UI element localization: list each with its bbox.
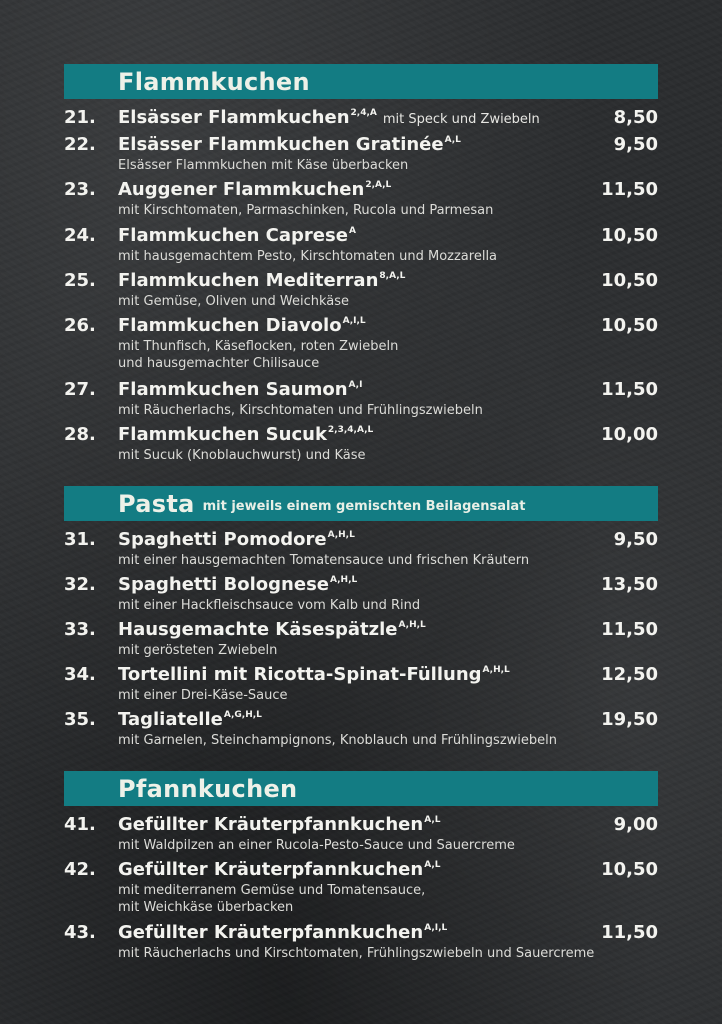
allergen-codes: A [348, 226, 356, 236]
allergen-codes: A,L [444, 135, 461, 145]
allergen-codes: A,I [348, 380, 363, 390]
allergen-codes: A,H,L [330, 575, 358, 585]
allergen-codes: A,L [424, 860, 441, 870]
section-header-pasta [64, 486, 658, 521]
item-inline-description: mit Speck und Zwiebeln [382, 112, 540, 127]
allergen-codes: A,L [424, 815, 441, 825]
item-name: Elsässer Flammkuchen$^{2,4,A}$ mit Speck und Zwiebeln [118, 107, 540, 128]
allergen-codes: 2,3,4,A,L [327, 425, 374, 435]
allergen-codes: 2,A,L [365, 180, 392, 190]
section-title: Flammkuchen [118, 67, 310, 96]
allergen-codes: A,H,L [327, 530, 355, 540]
item-name: Flammkuchen Mediterran$^{8,A,L}$ [118, 270, 406, 291]
item-description: Elsässer Flammkuchen mit Käse überbacken [118, 158, 409, 173]
section-title: Pasta [118, 489, 195, 518]
item-name: Flammkuchen Caprese$^A$ [118, 225, 356, 246]
section-title: Pfannkuchen [118, 774, 298, 803]
item-description: mit Räucherlachs, Kirschtomaten und Frühlingszwiebeln [118, 403, 483, 418]
allergen-codes: 2,4,A [350, 108, 377, 118]
section-subtitle: mit jeweils einem gemischten Beilagensalat [202, 498, 526, 514]
item-name: Flammkuchen Saumon$^{A,I}$ [118, 379, 363, 400]
item-price: 8,50 [613, 107, 658, 128]
item-price: 11,50 [601, 922, 658, 943]
allergen-codes: A,H,L [482, 665, 510, 675]
item-name: Tortellini mit Ricotta-Spinat-Füllung$^{A,H,L}$ [118, 664, 510, 685]
item-price: 10,50 [601, 315, 658, 336]
item-name: Gefüllter Kräuterpfannkuchen$^{A,L}$ [118, 814, 441, 835]
allergen-codes: A,G,H,L [223, 710, 262, 720]
allergen-codes: A,H,L [398, 620, 426, 630]
item-number: 33. [64, 619, 96, 640]
item-description: mit einer hausgemachten Tomatensauce und frischen Kräutern [118, 553, 530, 568]
item-description: mit mediterranem Gemüse und Tomatensauce, mit Weichkäse überbacken [118, 883, 426, 915]
item-number: 34. [64, 664, 96, 685]
item-price: 13,50 [601, 574, 658, 595]
item-price: 10,00 [601, 424, 658, 445]
allergen-codes: 8,A,L [379, 271, 406, 281]
item-price: 10,50 [601, 225, 658, 246]
item-description: mit Kirschtomaten, Parmaschinken, Rucola und Parmesan [118, 203, 494, 218]
item-price: 10,50 [601, 859, 658, 880]
item-number: 22. [64, 134, 96, 155]
item-number: 43. [64, 922, 96, 943]
item-description: mit einer Hackfleischsauce vom Kalb und Rind [118, 598, 421, 613]
item-number: 32. [64, 574, 96, 595]
item-number: 25. [64, 270, 96, 291]
item-name: Tagliatelle$^{A,G,H,L}$ [118, 709, 262, 730]
item-number: 28. [64, 424, 96, 445]
item-name: Spaghetti Pomodore$^{A,H,L}$ [118, 529, 355, 550]
item-number: 31. [64, 529, 96, 550]
item-number: 42. [64, 859, 96, 880]
item-name: Spaghetti Bolognese$^{A,H,L}$ [118, 574, 358, 595]
item-number: 26. [64, 315, 96, 336]
allergen-codes: A,I,L [342, 316, 366, 326]
item-description: mit Garnelen, Steinchampignons, Knoblauch und Frühlingszwiebeln [118, 733, 557, 748]
item-name: Hausgemachte Käsespätzle$^{A,H,L}$ [118, 619, 426, 640]
item-price: 9,00 [613, 814, 658, 835]
item-price: 10,50 [601, 270, 658, 291]
item-price: 19,50 [601, 709, 658, 730]
item-name: Elsässer Flammkuchen Gratinée$^{A,L}$ [118, 134, 461, 155]
item-description: mit einer Drei-Käse-Sauce [118, 688, 288, 703]
item-number: 41. [64, 814, 96, 835]
item-price: 9,50 [613, 134, 658, 155]
item-description: mit Thunfisch, Käseflocken, roten Zwiebeln und hausgemachter Chilisauce [118, 339, 399, 371]
item-name: Gefüllter Kräuterpfannkuchen$^{A,I,L}$ [118, 922, 448, 943]
item-name: Flammkuchen Diavolo$^{A,I,L}$ [118, 315, 366, 336]
item-description: mit Waldpilzen an einer Rucola-Pesto-Sauce und Sauercreme [118, 838, 515, 853]
item-number: 23. [64, 179, 96, 200]
item-description: mit Gemüse, Oliven und Weichkäse [118, 294, 350, 309]
item-price: 12,50 [601, 664, 658, 685]
item-number: 24. [64, 225, 96, 246]
item-price: 11,50 [601, 179, 658, 200]
item-number: 27. [64, 379, 96, 400]
item-name: Auggener Flammkuchen$^{2,A,L}$ [118, 179, 392, 200]
item-description: mit hausgemachtem Pesto, Kirschtomaten und Mozzarella [118, 249, 498, 264]
item-description: mit Räucherlachs und Kirschtomaten, Frühlingszwiebeln und Sauercreme [118, 946, 595, 961]
item-description: mit gerösteten Zwiebeln [118, 643, 278, 658]
item-number: 35. [64, 709, 96, 730]
item-price: 11,50 [601, 619, 658, 640]
section-header-pfannkuchen [64, 771, 658, 806]
section-header-flammkuchen [64, 64, 658, 99]
item-description: mit Sucuk (Knoblauchwurst) und Käse [118, 448, 366, 463]
item-price: 11,50 [601, 379, 658, 400]
item-price: 9,50 [613, 529, 658, 550]
item-name: Flammkuchen Sucuk$^{2,3,4,A,L}$ [118, 424, 374, 445]
item-name: Gefüllter Kräuterpfannkuchen$^{A,L}$ [118, 859, 441, 880]
item-number: 21. [64, 107, 96, 128]
allergen-codes: A,I,L [424, 923, 448, 933]
